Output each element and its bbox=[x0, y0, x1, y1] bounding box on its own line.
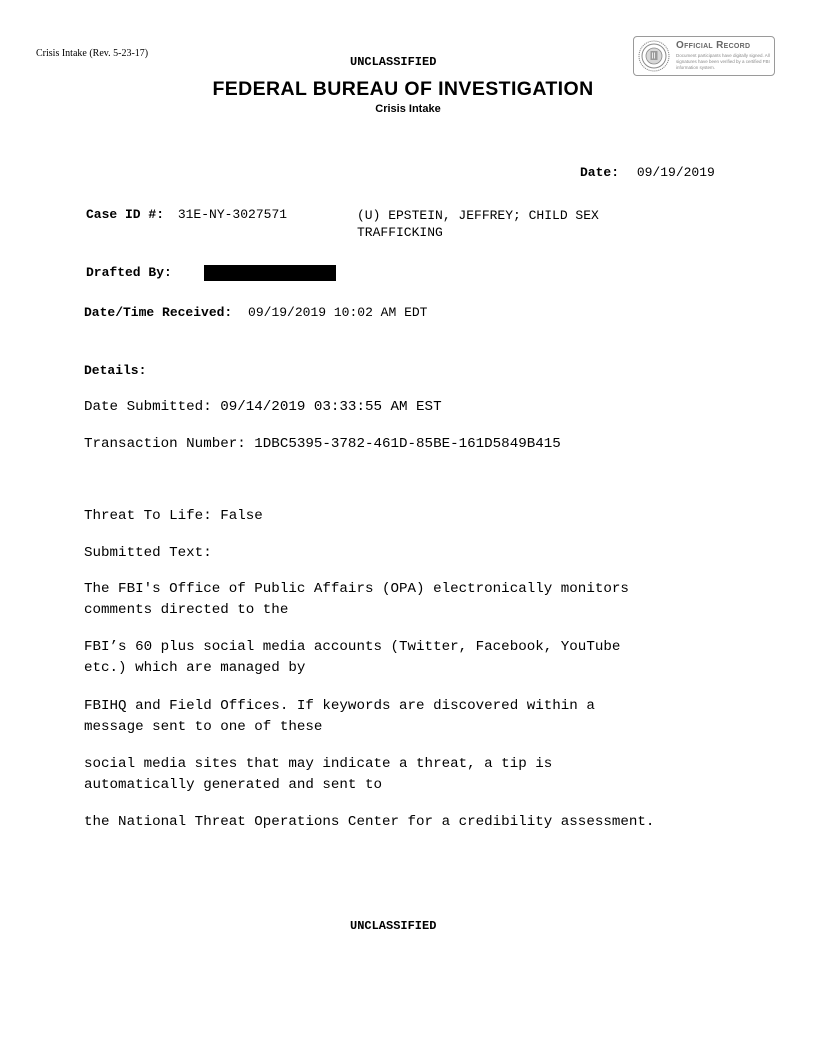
case-id-label: Case ID #: bbox=[86, 207, 165, 222]
date-submitted: Date Submitted: 09/14/2019 03:33:55 AM EST bbox=[84, 399, 442, 415]
submitted-paragraph-2: FBI’s 60 plus social media accounts (Twitter, Facebook, YouTube etc.) which are managed by bbox=[84, 639, 621, 676]
case-title bbox=[357, 207, 599, 241]
date-row bbox=[580, 165, 715, 180]
case-title-line-1: (U) EPSTEIN, JEFFREY; CHILD SEX bbox=[357, 208, 599, 223]
drafted-by-label: Drafted By: bbox=[86, 265, 172, 280]
submitted-paragraph-4: social media sites that may indicate a threat, a tip is automatically generated and sent to bbox=[84, 756, 553, 793]
form-revision: Crisis Intake (Rev. 5-23-17) bbox=[36, 48, 149, 59]
transaction-number: Transaction Number: 1DBC5395-3782-461D-85BE-161D5849B415 bbox=[84, 436, 561, 452]
submitted-paragraph-5: the National Threat Operations Center for a credibility assessment. bbox=[84, 814, 655, 830]
received-label: Date/Time Received: bbox=[84, 305, 233, 320]
form-name: Crisis Intake bbox=[375, 103, 441, 115]
case-title-line-2: TRAFFICKING bbox=[357, 225, 443, 240]
stamp-text: Document participants have digitally signed. All signatures have been verified by a certified FBI information system. bbox=[676, 53, 770, 70]
classification-marking-top: UNCLASSIFIED bbox=[350, 55, 437, 69]
date-label: Date: bbox=[580, 165, 620, 180]
threat-to-life: Threat To Life: False bbox=[84, 508, 263, 524]
date-value: 09/19/2019 bbox=[636, 165, 715, 180]
details-label: Details: bbox=[84, 363, 147, 378]
submitted-text-label: Submitted Text: bbox=[84, 545, 212, 561]
submitted-paragraph-3: FBIHQ and Field Offices. If keywords are discovered within a message sent to one of these bbox=[84, 698, 595, 735]
received-row bbox=[84, 305, 427, 320]
official-record-stamp bbox=[633, 36, 775, 76]
redaction-block bbox=[204, 265, 336, 281]
fbi-seal-icon bbox=[638, 40, 670, 72]
agency-title: FEDERAL BUREAU OF INVESTIGATION bbox=[212, 78, 594, 100]
received-value: 09/19/2019 10:02 AM EDT bbox=[248, 305, 428, 320]
case-id-value: 31E-NY-3027571 bbox=[177, 207, 288, 222]
stamp-title: Official Record bbox=[676, 40, 751, 51]
case-id-row bbox=[86, 207, 287, 222]
submitted-paragraph-1: The FBI's Office of Public Affairs (OPA) electronically monitors comments directed to the bbox=[84, 581, 629, 618]
classification-marking-bottom: UNCLASSIFIED bbox=[350, 919, 437, 933]
